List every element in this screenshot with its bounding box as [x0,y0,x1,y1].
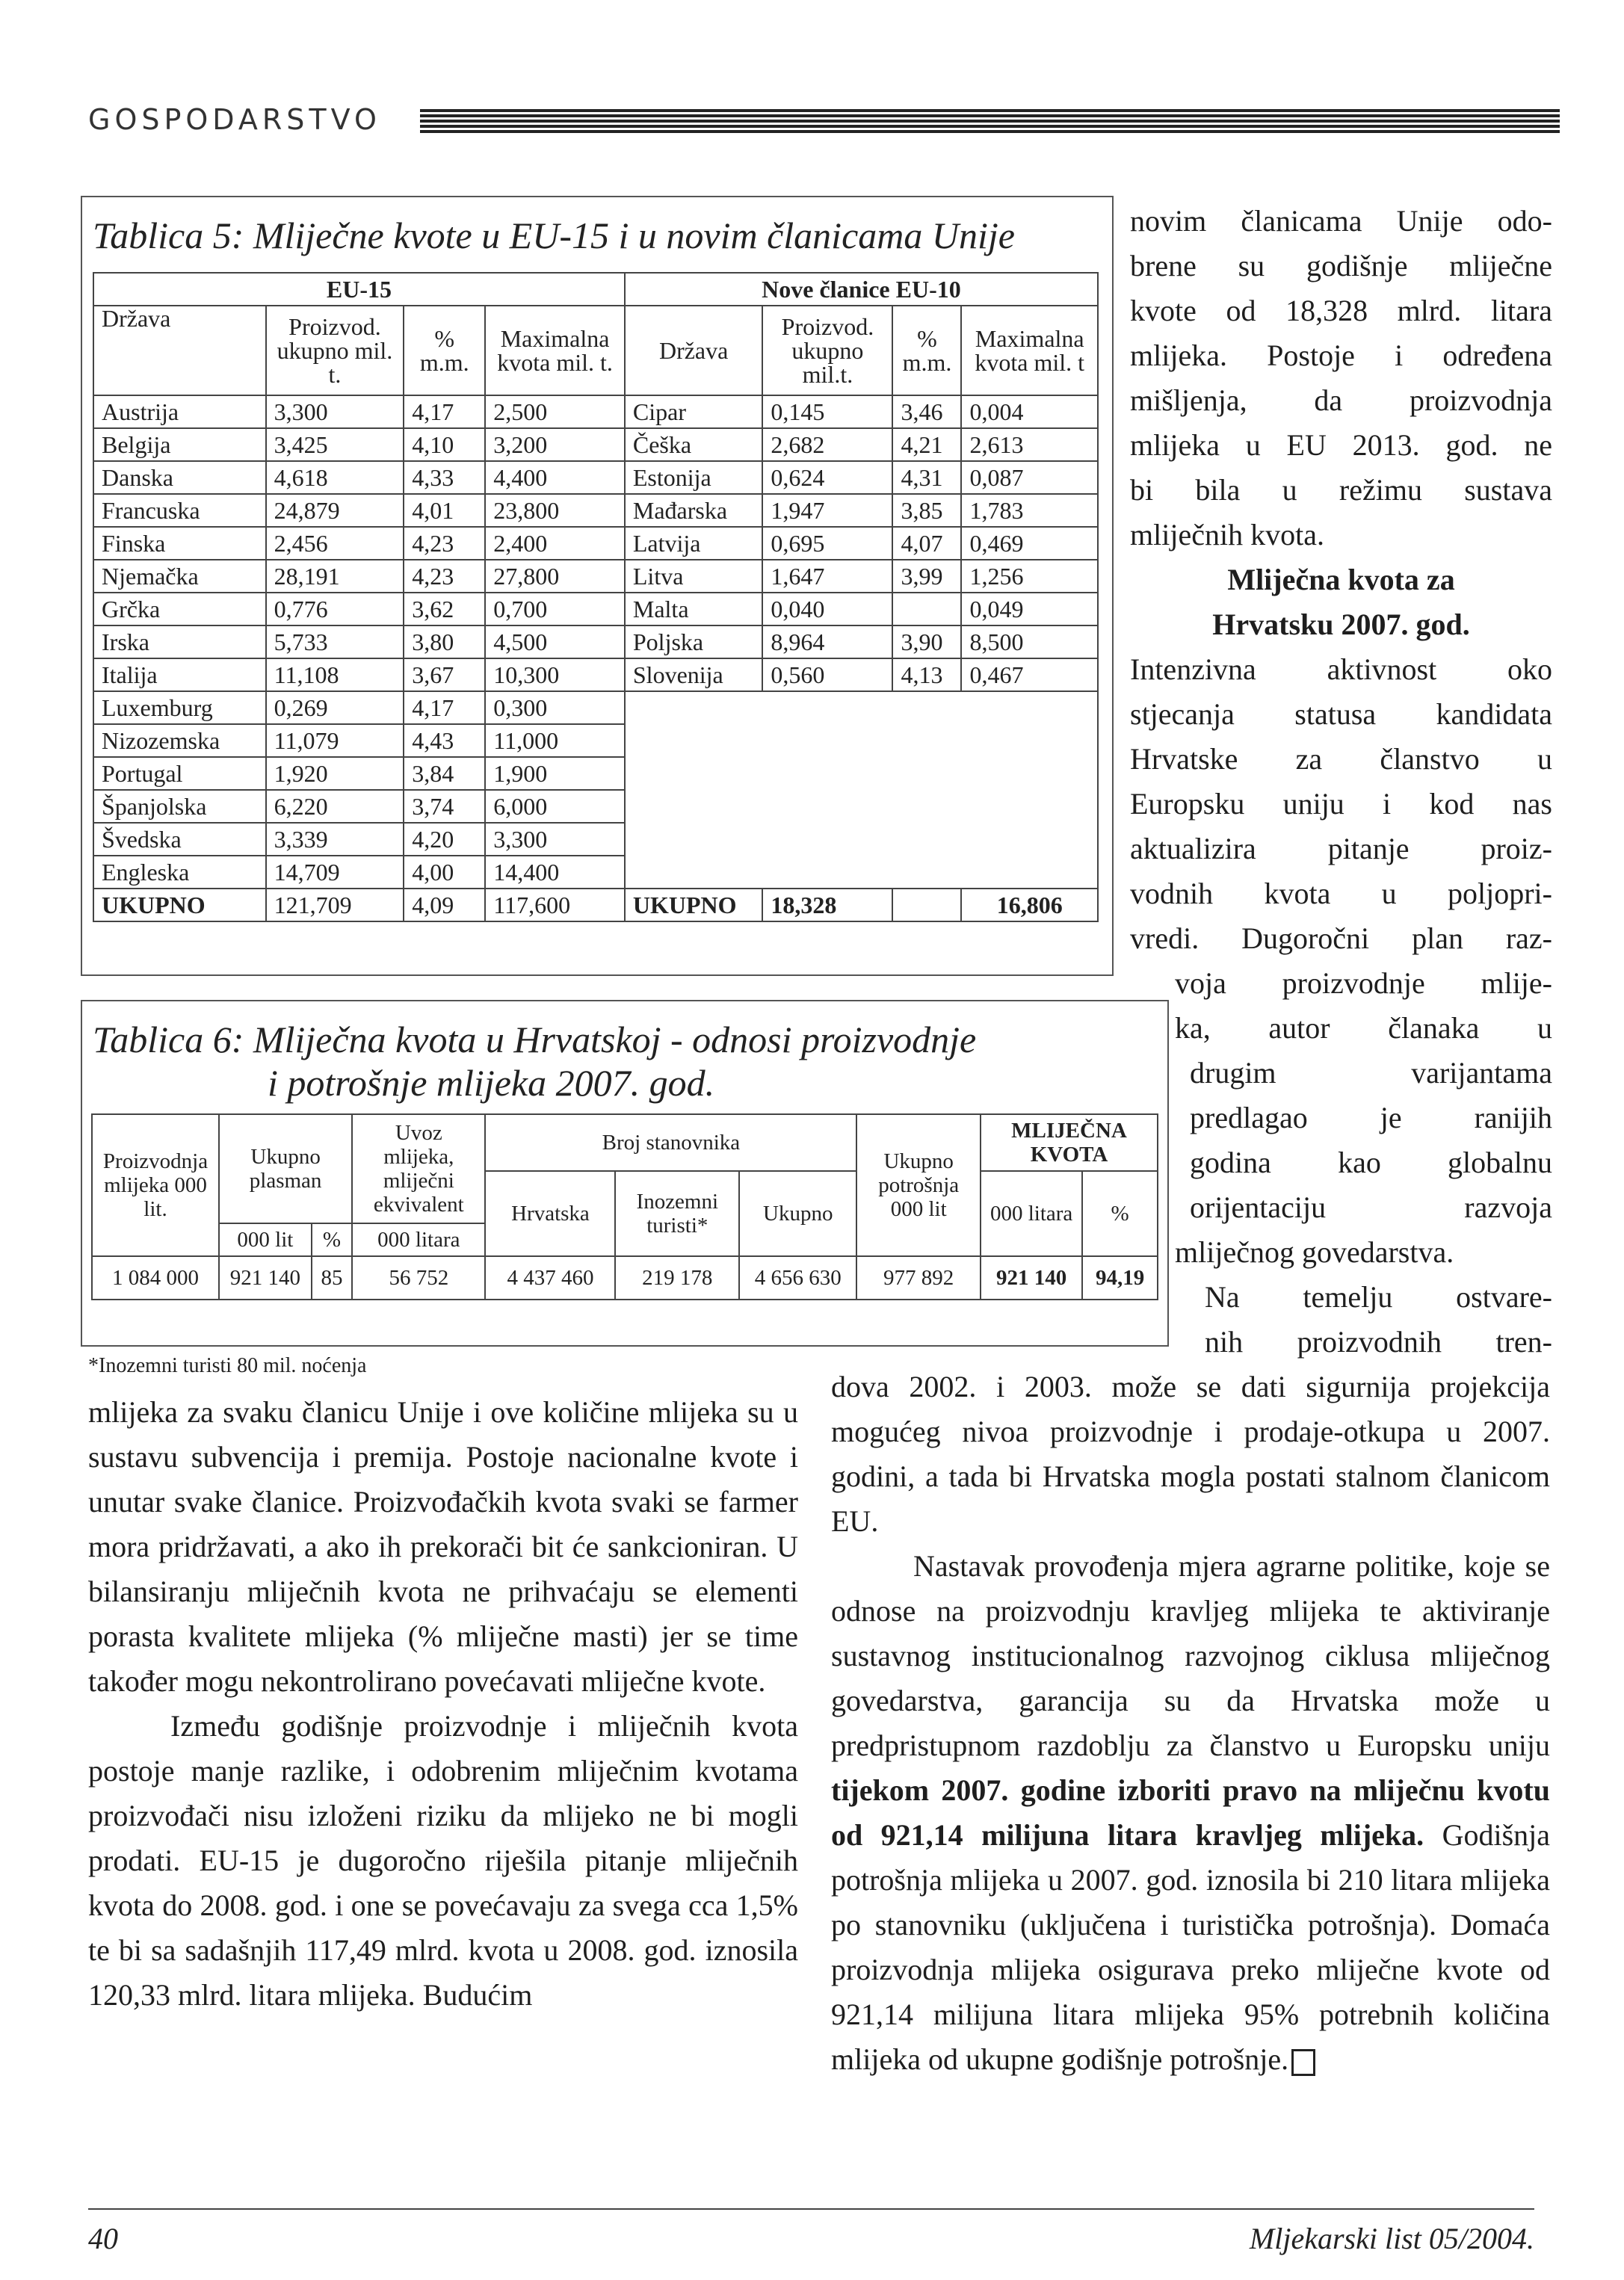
t5-left-cell: Danska [93,461,266,494]
t5-left-cell: 4,23 [404,560,485,593]
table5-group-new: Nove članice EU-10 [625,273,1098,306]
t5-left-cell: Austrija [93,395,266,428]
left-column [88,1390,798,2018]
right-mid-line: vodnih kvota u poljopri- [1130,877,1552,910]
t5-left-cell: Njemačka [93,560,266,593]
t5-h-proizvod: Proizvod. ukupno mil. t. [266,306,404,395]
t5-h-kvota-new: Maximalna kvota mil. t [961,306,1098,395]
subheading [1130,557,1552,647]
t6-h-inozemni: Inozemni turisti* [615,1171,739,1256]
t5-left-cell: 4,618 [266,461,404,494]
t5-right-cell: 0,040 [762,593,892,625]
t5-left-cell: 3,300 [485,823,625,856]
right-top-line: mliječnih kvota. [1130,518,1324,552]
t5-right-cell: 3,99 [892,560,961,593]
header-rule [420,109,1560,135]
t5-right-cell: Poljska [625,625,763,658]
table6-box [81,1000,1169,1347]
table6-footnote: *Inozemni turisti 80 mil. noćenja [88,1354,367,1377]
right-column-mid [1130,647,1552,1365]
t5-right-cell: 4,13 [892,658,961,691]
right-mid-line: vredi. Dugoročni plan raz- [1130,921,1552,955]
table5-row [93,593,1098,625]
t5-left-cell: 5,733 [266,625,404,658]
t5-total-kvota: 117,600 [485,889,625,921]
t6-h-broj: Broj stanovnika [485,1114,856,1171]
table6-caption-1: Tablica 6: Mliječna kvota u Hrvatskoj - odnosi proizvodnje [93,1019,977,1060]
t5-h-mm: % m.m. [404,306,485,395]
t6-h-proizvodnja: Proizvodnja mlijeka 000 lit. [92,1114,219,1256]
table5-group-eu15: EU-15 [93,273,625,306]
table5-row [93,461,1098,494]
t5-left-cell: 24,879 [266,494,404,527]
t5-right-cell [892,593,961,625]
right-top-line: novim članicama Unije odo- [1130,204,1552,238]
t5-left-cell: 3,84 [404,757,485,790]
t5-left-cell: 0,700 [485,593,625,625]
t6-h-kvota-unit: 000 litara [981,1171,1082,1256]
t5-left-cell: 11,000 [485,724,625,757]
t5-right-cell: 1,783 [961,494,1098,527]
t5-right-cell: 4,07 [892,527,961,560]
t5-left-cell: Švedska [93,823,266,856]
t5-left-cell: 3,300 [266,395,404,428]
t5-h-proizvod-new: Proizvod. ukupno mil.t. [762,306,892,395]
table5-row [93,428,1098,461]
t5-h-mm-new: % m.m. [892,306,961,395]
t6-h-kvota: MLIJEČNA KVOTA [981,1114,1158,1171]
t5-right-cell: Malta [625,593,763,625]
t5-left-cell: 27,800 [485,560,625,593]
t5-right-cell: 3,46 [892,395,961,428]
table5-row [93,395,1098,428]
right-paragraph-1: dova 2002. i 2003. može se dati sigurnija projekcija mogućeg nivoa proizvodnje i prodaje-otkupa u 2007. godini, a tada bi Hrvatska mogla postati stalnom članicom EU. [831,1370,1550,1538]
right-mid-line: orijentaciju razvoja [1190,1190,1552,1224]
t6-potrosnja: 977 892 [856,1256,981,1300]
t6-ukupno: 4 656 630 [739,1256,856,1300]
t5-left-cell: 14,400 [485,856,625,889]
subheading-line-1: Mliječna kvota za [1227,563,1455,596]
t5-right-cell: 1,947 [762,494,892,527]
right-mid-line: predlagao je ranijih [1190,1101,1552,1134]
left-paragraph-2: Između godišnje proizvodnje i mliječnih kvota postoje manje razlike, i odobrenim mliječnim kvotama proizvođači nisu izloženi riziku da mlijeko ne bi mogli prodati. EU-15 je dugoročno riješila pitanje mliječnih kvota do 2008. god. i one se povećavaju za svega cca 1,5% te bi sa sadašnjih 117,49 mlrd. kvota u 2008. god. iznosila 120,33 mlrd. litara mlijeka. Budućim [88,1709,798,2012]
footer-rule [88,2208,1534,2210]
t5-right-cell: 0,467 [961,658,1098,691]
t5-left-cell: Francuska [93,494,266,527]
right-p2-a: Nastavak provođenja mjera agrarne politike, koje se odnose na proizvodnju kravljeg mlijeka te aktiviranje sustavnog institucionalnog razvojnog ciklusa mliječnog govedarstva, garancija su da Hrvatska može u predpristupnom razdoblju za članstvo u Europsku uniju [831,1549,1550,1762]
t5-right-cell: 0,145 [762,395,892,428]
right-top-line: brene su godišnje mliječne [1130,249,1552,282]
t5-left-cell: 23,800 [485,494,625,527]
t5-left-cell: Engleska [93,856,266,889]
table5-row [93,625,1098,658]
t5-left-cell: 4,20 [404,823,485,856]
right-mid-line: mliječnog govedarstva. [1175,1235,1454,1269]
right-mid-line: Intenzivna aktivnost oko [1130,652,1552,686]
t5-left-cell: Italija [93,658,266,691]
right-mid-line: Na temelju ostvare- [1205,1280,1552,1314]
t5-right-cell: Slovenija [625,658,763,691]
t5-right-cell: 4,21 [892,428,961,461]
table5 [93,272,1099,922]
t6-h-uvoz: Uvoz mlijeka, mliječni ekvivalent [352,1114,485,1223]
t5-left-cell: 4,23 [404,527,485,560]
table5-row [93,494,1098,527]
t5-left-cell: 4,10 [404,428,485,461]
t5-right-cell: 0,049 [961,593,1098,625]
t5-left-cell: 10,300 [485,658,625,691]
t5-left-cell: Belgija [93,428,266,461]
t5-total-label: UKUPNO [93,889,266,921]
end-mark-icon [1291,2049,1315,2076]
t5-h-drzava: Država [93,306,266,395]
right-top-line: mlijeka. Postoje i određena [1130,339,1552,372]
right-column-top [1130,199,1552,557]
t5-left-cell: Grčka [93,593,266,625]
t5-left-cell: 4,01 [404,494,485,527]
left-paragraph-1: mlijeka za svaku članicu Unije i ove količine mlijeka su u sustavu subvencija i premija. Postoje nacionalne kvote i unutar svake članice. Proizvođačkih kvota svaki se farmer mora pridržavati, a ako ih prekorači bit će sankcioniran. U bilansiranju mliječnih kvota ne prihvaćaju se elementi porasta kvalitete mlijeka (% mliječne masti) jer se time također mogu nekontrolirano povećavati mliječne kvote. [88,1395,798,1698]
t5-left-cell: 0,776 [266,593,404,625]
t5-right-cell: 2,613 [961,428,1098,461]
table5-row [93,658,1098,691]
right-top-line: mlijeka u EU 2013. god. ne [1130,428,1552,462]
t6-kvota-pct: 94,19 [1082,1256,1158,1300]
t5-left-cell: Nizozemska [93,724,266,757]
right-mid-line: godina kao globalnu [1190,1146,1552,1179]
t5-total-kvota-new: 16,806 [961,889,1098,921]
table5-box [81,196,1114,976]
t5-right-cell: 0,695 [762,527,892,560]
page-number: 40 [88,2222,118,2255]
right-mid-line: ka, autor članaka u [1175,1011,1552,1045]
table5-row [93,691,1098,724]
t5-right-cell: Cipar [625,395,763,428]
t5-left-cell: 3,67 [404,658,485,691]
t5-left-cell: Irska [93,625,266,658]
right-p2-bold: tijekom 2007. godine izboriti pravo na mliječnu kvotu od 921,14 milijuna litara kravljeg mlijeka. [831,1773,1550,1852]
right-mid-line: Hrvatske za članstvo u [1130,742,1552,776]
t6-h-kvota-pct: % [1082,1171,1158,1256]
t5-left-cell: 6,220 [266,790,404,823]
table6-caption-2: i potrošnje mlijeka 2007. god. [268,1062,715,1104]
t5-right-cell: 0,087 [961,461,1098,494]
right-top-line: mišljenja, da proizvodnja [1130,383,1552,417]
t5-left-cell: 3,425 [266,428,404,461]
t5-left-cell: 11,108 [266,658,404,691]
right-mid-line: nih proizvodnih tren- [1205,1325,1552,1359]
t6-proizvodnja: 1 084 000 [92,1256,219,1300]
t5-left-cell: 4,400 [485,461,625,494]
t5-right-cell: 0,004 [961,395,1098,428]
t5-right-cell: 1,256 [961,560,1098,593]
t5-left-cell: 28,191 [266,560,404,593]
t5-left-cell: 4,00 [404,856,485,889]
t5-total-prod-new: 18,328 [762,889,892,921]
right-p2-c: Godišnja potrošnja mlijeka u 2007. god. iznosila bi 210 litara mlijeka po stanovniku (uključena i turistička potrošnja). Domaća proizvodnja mlijeka osigurava preko mliječne kvote od 921,14 milijuna litara mlijeka 95% potrebnih količina mlijeka od ukupne godišnje potrošnje. [831,1818,1551,2076]
t5-left-cell: 3,74 [404,790,485,823]
t5-right-cell: 2,682 [762,428,892,461]
journal-name: Mljekarski list 05/2004. [1249,2222,1534,2255]
t5-left-cell: 6,000 [485,790,625,823]
t5-left-cell: 11,079 [266,724,404,757]
t5-empty-area [625,691,1098,889]
t5-right-cell: 0,560 [762,658,892,691]
t5-total-label-new: UKUPNO [625,889,763,921]
t5-left-cell: 3,80 [404,625,485,658]
right-mid-line: voja proizvodnje mlije- [1175,966,1552,1000]
t5-left-cell: 1,900 [485,757,625,790]
table5-row [93,560,1098,593]
t6-h-ukupno: Ukupno [739,1171,856,1256]
t5-left-cell: Španjolska [93,790,266,823]
t5-right-cell: 0,624 [762,461,892,494]
t6-hrvatska: 4 437 460 [485,1256,615,1300]
table5-caption: Tablica 5: Mliječne kvote u EU-15 i u novim članicama Unije [93,214,1015,256]
t5-right-cell: Estonija [625,461,763,494]
t5-left-cell: 2,456 [266,527,404,560]
subheading-line-2: Hrvatsku 2007. god. [1212,608,1470,641]
right-mid-line: drugim varijantama [1190,1056,1552,1090]
t5-total-mm-new [892,889,961,921]
t5-right-cell: 1,647 [762,560,892,593]
t5-left-cell: Luxemburg [93,691,266,724]
t5-right-cell: 4,31 [892,461,961,494]
t6-h-plasman-pct: % [312,1223,353,1256]
right-mid-line: Europsku uniju i kod nas [1130,787,1552,821]
t5-left-cell: 3,200 [485,428,625,461]
t5-right-cell: Mađarska [625,494,763,527]
section-title: GOSPODARSTVO [88,103,381,136]
t6-h-hrvatska: Hrvatska [485,1171,615,1256]
t5-left-cell: 4,43 [404,724,485,757]
t5-right-cell: 3,90 [892,625,961,658]
t5-right-cell: Češka [625,428,763,461]
t6-uvoz: 56 752 [352,1256,485,1300]
t6-inozemni: 219 178 [615,1256,739,1300]
t5-right-cell: 8,500 [961,625,1098,658]
t5-left-cell: 4,17 [404,395,485,428]
t5-left-cell: Portugal [93,757,266,790]
t5-left-cell: 2,400 [485,527,625,560]
t5-right-cell: Latvija [625,527,763,560]
t5-left-cell: 4,500 [485,625,625,658]
t5-total-mm: 4,09 [404,889,485,921]
t6-plasman-pct: 85 [312,1256,353,1300]
t6-h-plasman-unit: 000 lit [219,1223,312,1256]
table6 [91,1113,1158,1300]
t5-left-cell: Finska [93,527,266,560]
t5-right-cell: 3,85 [892,494,961,527]
t5-left-cell: 1,920 [266,757,404,790]
right-paragraph-2 [831,1544,1550,2082]
t5-left-cell: 0,300 [485,691,625,724]
t6-h-uvoz-unit: 000 litara [352,1223,485,1256]
t5-left-cell: 4,33 [404,461,485,494]
t5-left-cell: 0,269 [266,691,404,724]
t5-right-cell: Litva [625,560,763,593]
t5-left-cell: 3,339 [266,823,404,856]
right-column-bottom [831,1365,1550,2082]
t6-plasman: 921 140 [219,1256,312,1300]
t5-left-cell: 4,17 [404,691,485,724]
t6-h-potrosnja: Ukupno potrošnja 000 lit [856,1114,981,1256]
t5-h-kvota: Maximalna kvota mil. t. [485,306,625,395]
t5-left-cell: 2,500 [485,395,625,428]
t5-right-cell: 8,964 [762,625,892,658]
t6-h-plasman: Ukupno plasman [219,1114,352,1223]
t5-left-cell: 3,62 [404,593,485,625]
right-top-line: kvote od 18,328 mlrd. litara [1130,294,1552,327]
t5-h-drzava-new: Država [625,306,763,395]
t5-left-cell: 14,709 [266,856,404,889]
right-mid-line: aktualizira pitanje proiz- [1130,832,1552,865]
t6-kvota: 921 140 [981,1256,1082,1300]
right-mid-line: stjecanja statusa kandidata [1130,697,1552,731]
right-top-line: bi bila u režimu sustava [1130,473,1552,507]
t5-right-cell: 0,469 [961,527,1098,560]
t5-total-prod: 121,709 [266,889,404,921]
table5-row [93,527,1098,560]
